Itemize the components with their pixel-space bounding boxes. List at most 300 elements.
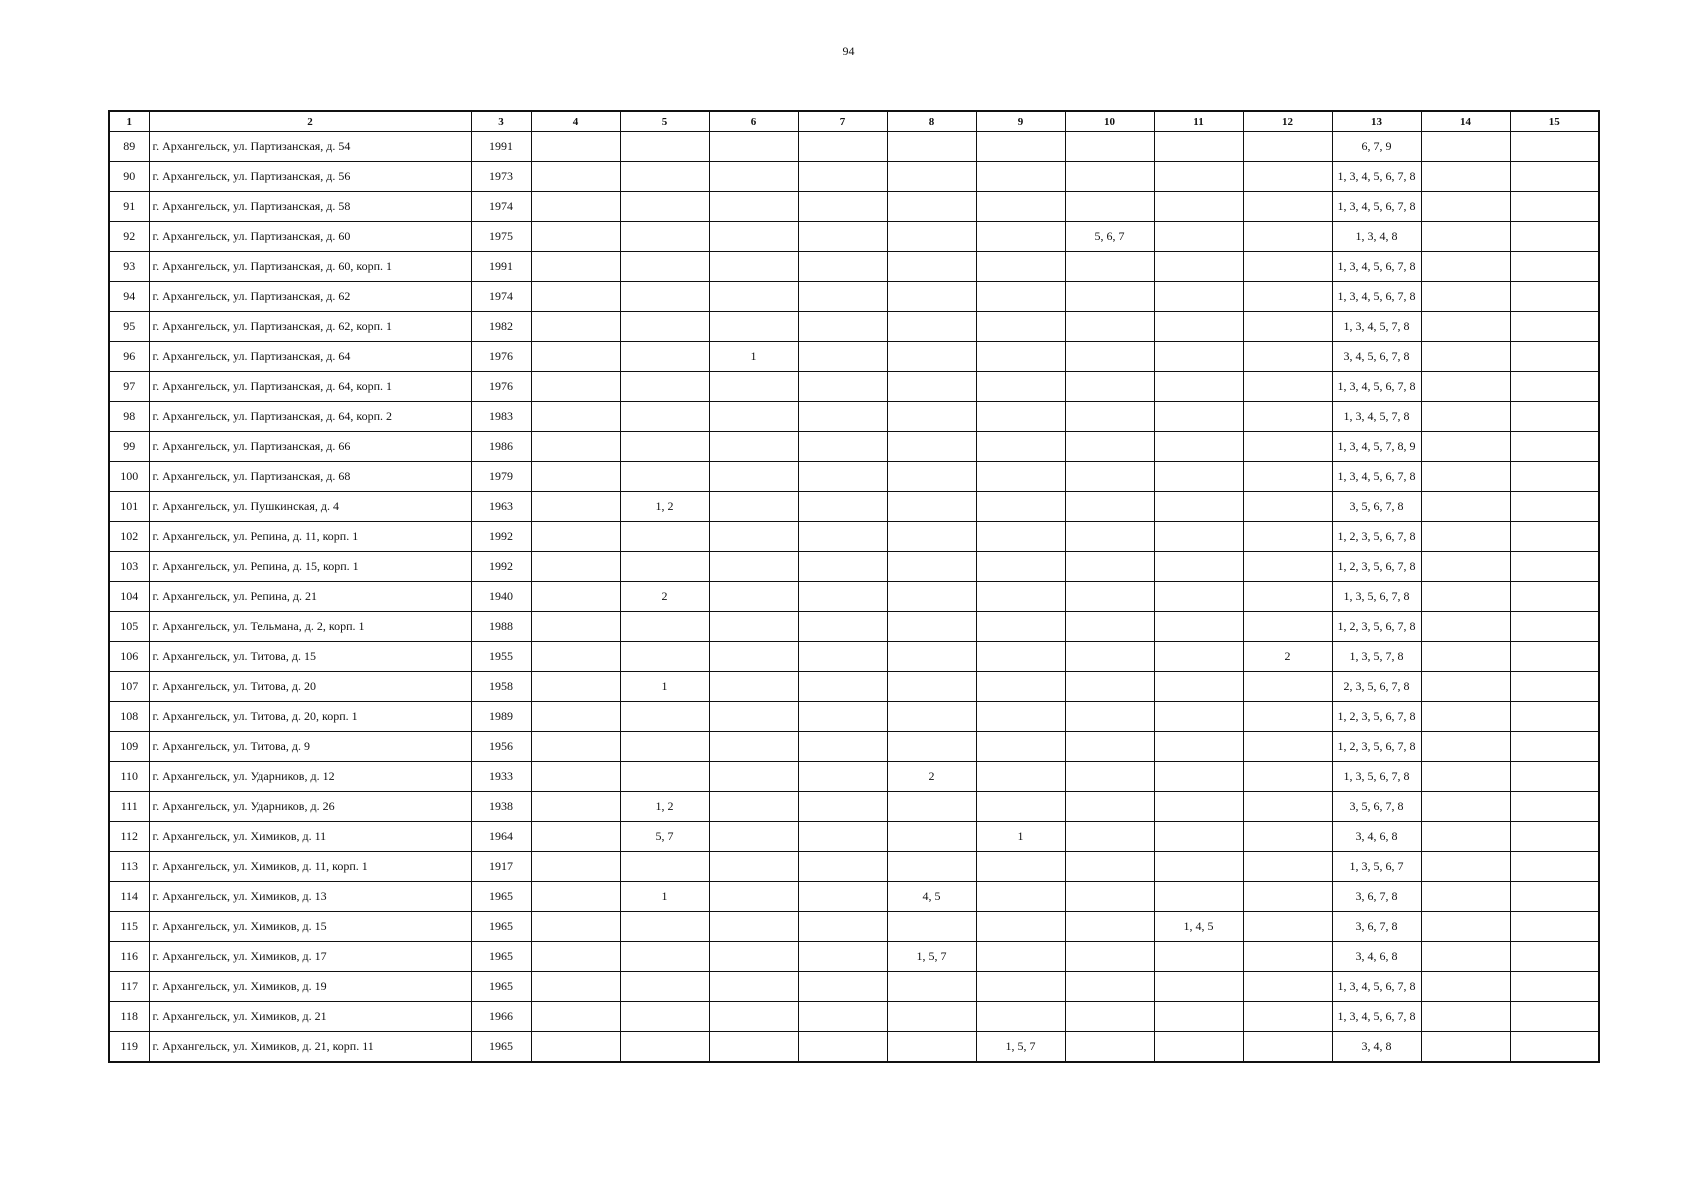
- table-cell: [1065, 912, 1154, 942]
- year-cell: 1974: [471, 282, 531, 312]
- address-cell: г. Архангельск, ул. Партизанская, д. 64, корп. 1: [149, 372, 471, 402]
- column-header-6: 6: [709, 111, 798, 132]
- table-cell: 5, 6, 7: [1065, 222, 1154, 252]
- column-header-5: 5: [620, 111, 709, 132]
- row-number-cell: 99: [109, 432, 149, 462]
- address-cell: г. Архангельск, ул. Партизанская, д. 64: [149, 342, 471, 372]
- table-cell: [887, 132, 976, 162]
- table-cell: [531, 252, 620, 282]
- table-cell: 1, 2, 3, 5, 6, 7, 8: [1332, 612, 1421, 642]
- table-cell: [709, 402, 798, 432]
- table-cell: [976, 342, 1065, 372]
- table-cell: [1421, 582, 1510, 612]
- table-cell: [709, 252, 798, 282]
- table-cell: [1065, 522, 1154, 552]
- table-cell: [1065, 432, 1154, 462]
- column-header-8: 8: [887, 111, 976, 132]
- table-cell: [1065, 882, 1154, 912]
- table-header-row: [109, 111, 1599, 132]
- address-cell: г. Архангельск, ул. Химиков, д. 13: [149, 882, 471, 912]
- table-cell: [1243, 1032, 1332, 1063]
- table-cell: [976, 462, 1065, 492]
- table-row: [109, 162, 1599, 192]
- table-cell: [1154, 642, 1243, 672]
- table-cell: [1510, 582, 1599, 612]
- table-cell: [887, 162, 976, 192]
- table-cell: [976, 252, 1065, 282]
- table-row: [109, 372, 1599, 402]
- table-row: [109, 852, 1599, 882]
- table-cell: [1154, 282, 1243, 312]
- table-cell: [1154, 192, 1243, 222]
- table-row: [109, 942, 1599, 972]
- address-cell: г. Архангельск, ул. Химиков, д. 11, корп. 1: [149, 852, 471, 882]
- table-cell: [1065, 792, 1154, 822]
- table-cell: [709, 942, 798, 972]
- table-cell: 1, 3, 4, 5, 6, 7, 8: [1332, 282, 1421, 312]
- table-cell: [798, 792, 887, 822]
- table-cell: [620, 162, 709, 192]
- column-header-13: 13: [1332, 111, 1421, 132]
- table-row: [109, 312, 1599, 342]
- table-cell: [1421, 402, 1510, 432]
- year-cell: 1979: [471, 462, 531, 492]
- year-cell: 1976: [471, 342, 531, 372]
- table-row: [109, 792, 1599, 822]
- table-cell: [709, 612, 798, 642]
- table-cell: [1421, 372, 1510, 402]
- table-cell: [620, 252, 709, 282]
- table-cell: [620, 1002, 709, 1032]
- table-cell: [531, 132, 620, 162]
- table-cell: [1154, 312, 1243, 342]
- row-number-cell: 95: [109, 312, 149, 342]
- address-cell: г. Архангельск, ул. Репина, д. 15, корп. 1: [149, 552, 471, 582]
- table-cell: [709, 282, 798, 312]
- table-cell: [1243, 882, 1332, 912]
- table-cell: [709, 552, 798, 582]
- table-cell: [531, 162, 620, 192]
- table-cell: [887, 492, 976, 522]
- table-cell: 1, 3, 5, 7, 8: [1332, 642, 1421, 672]
- table-cell: [887, 432, 976, 462]
- column-header-11: 11: [1154, 111, 1243, 132]
- table-cell: [1243, 222, 1332, 252]
- table-row: [109, 192, 1599, 222]
- table-cell: [531, 732, 620, 762]
- year-cell: 1974: [471, 192, 531, 222]
- table-cell: [798, 372, 887, 402]
- table-cell: 1: [709, 342, 798, 372]
- table-cell: 1, 3, 4, 5, 7, 8: [1332, 312, 1421, 342]
- table-row: [109, 282, 1599, 312]
- table-cell: 1, 3, 4, 5, 6, 7, 8: [1332, 972, 1421, 1002]
- table-cell: [1154, 552, 1243, 582]
- table-cell: 3, 4, 6, 8: [1332, 822, 1421, 852]
- table-cell: [1154, 702, 1243, 732]
- table-cell: [1065, 582, 1154, 612]
- table-cell: [976, 792, 1065, 822]
- table-cell: [1154, 792, 1243, 822]
- table-cell: [976, 432, 1065, 462]
- table-cell: [531, 672, 620, 702]
- row-number-cell: 97: [109, 372, 149, 402]
- table-cell: [1510, 402, 1599, 432]
- table-cell: [709, 582, 798, 612]
- table-cell: [1065, 672, 1154, 702]
- address-cell: г. Архангельск, ул. Титова, д. 15: [149, 642, 471, 672]
- address-cell: г. Архангельск, ул. Ударников, д. 26: [149, 792, 471, 822]
- table-cell: [1510, 732, 1599, 762]
- table-cell: [620, 342, 709, 372]
- table-cell: [1154, 822, 1243, 852]
- table-row: [109, 132, 1599, 162]
- row-number-cell: 104: [109, 582, 149, 612]
- table-cell: [1243, 822, 1332, 852]
- table-cell: [1154, 432, 1243, 462]
- table-cell: [1065, 972, 1154, 1002]
- table-cell: 1, 3, 4, 8: [1332, 222, 1421, 252]
- table-cell: [798, 822, 887, 852]
- table-cell: [1243, 252, 1332, 282]
- table-cell: [1065, 612, 1154, 642]
- table-cell: 1, 5, 7: [976, 1032, 1065, 1063]
- table-row: [109, 822, 1599, 852]
- table-cell: [798, 612, 887, 642]
- table-cell: [620, 852, 709, 882]
- table-cell: [1421, 732, 1510, 762]
- table-cell: [1243, 672, 1332, 702]
- table-cell: [620, 732, 709, 762]
- table-cell: [798, 522, 887, 552]
- table-cell: [1421, 252, 1510, 282]
- table-cell: [976, 552, 1065, 582]
- table-cell: [1510, 762, 1599, 792]
- table-cell: [620, 1032, 709, 1063]
- table-cell: [709, 372, 798, 402]
- table-cell: [531, 522, 620, 552]
- row-number-cell: 98: [109, 402, 149, 432]
- table-cell: [709, 852, 798, 882]
- table-body: [109, 132, 1599, 1063]
- table-cell: [976, 312, 1065, 342]
- table-cell: [798, 582, 887, 612]
- table-cell: [1510, 702, 1599, 732]
- row-number-cell: 96: [109, 342, 149, 372]
- table-cell: [887, 342, 976, 372]
- table-cell: 2, 3, 5, 6, 7, 8: [1332, 672, 1421, 702]
- table-cell: [1065, 132, 1154, 162]
- address-cell: г. Архангельск, ул. Тельмана, д. 2, корп. 1: [149, 612, 471, 642]
- table-cell: [531, 642, 620, 672]
- table-cell: [709, 912, 798, 942]
- year-cell: 1991: [471, 132, 531, 162]
- table-row: [109, 342, 1599, 372]
- table-cell: [1510, 372, 1599, 402]
- table-cell: [1154, 222, 1243, 252]
- row-number-cell: 92: [109, 222, 149, 252]
- table-row: [109, 402, 1599, 432]
- table-row: [109, 1002, 1599, 1032]
- table-cell: [1065, 252, 1154, 282]
- table-cell: [1510, 462, 1599, 492]
- table-cell: [887, 642, 976, 672]
- table-row: [109, 582, 1599, 612]
- table-cell: [798, 732, 887, 762]
- table-cell: 5, 7: [620, 822, 709, 852]
- row-number-cell: 93: [109, 252, 149, 282]
- table-row: [109, 492, 1599, 522]
- address-cell: г. Архангельск, ул. Партизанская, д. 64, корп. 2: [149, 402, 471, 432]
- table-cell: [1065, 162, 1154, 192]
- year-cell: 1986: [471, 432, 531, 462]
- table-cell: 1, 3, 5, 6, 7, 8: [1332, 762, 1421, 792]
- table-cell: [531, 972, 620, 1002]
- table-cell: [1154, 252, 1243, 282]
- table-row: [109, 732, 1599, 762]
- table-cell: [709, 522, 798, 552]
- table-cell: [709, 732, 798, 762]
- table-cell: [798, 852, 887, 882]
- table-cell: [798, 432, 887, 462]
- table-cell: [887, 822, 976, 852]
- table-cell: [887, 282, 976, 312]
- address-cell: г. Архангельск, ул. Химиков, д. 15: [149, 912, 471, 942]
- table-cell: 4, 5: [887, 882, 976, 912]
- table-cell: [887, 312, 976, 342]
- table-cell: 3, 4, 5, 6, 7, 8: [1332, 342, 1421, 372]
- table-cell: [1154, 462, 1243, 492]
- table-cell: 1, 3, 5, 6, 7: [1332, 852, 1421, 882]
- table-cell: [1421, 612, 1510, 642]
- table-cell: [1510, 552, 1599, 582]
- table-cell: 1, 2: [620, 792, 709, 822]
- table-row: [109, 552, 1599, 582]
- table-cell: [1154, 132, 1243, 162]
- table-cell: [1243, 1002, 1332, 1032]
- table-cell: [887, 702, 976, 732]
- table-cell: [531, 882, 620, 912]
- column-header-15: 15: [1510, 111, 1599, 132]
- table-cell: [709, 822, 798, 852]
- table-cell: [1065, 462, 1154, 492]
- row-number-cell: 90: [109, 162, 149, 192]
- table-cell: [1154, 582, 1243, 612]
- table-cell: [887, 612, 976, 642]
- year-cell: 1992: [471, 552, 531, 582]
- table-cell: [887, 852, 976, 882]
- table-cell: [1421, 552, 1510, 582]
- table-cell: [620, 402, 709, 432]
- table-cell: [531, 942, 620, 972]
- table-cell: [798, 132, 887, 162]
- table-cell: 1, 3, 4, 5, 6, 7, 8: [1332, 192, 1421, 222]
- table-cell: [976, 912, 1065, 942]
- table-cell: [1243, 372, 1332, 402]
- table-cell: [1510, 942, 1599, 972]
- address-cell: г. Архангельск, ул. Химиков, д. 21, корп. 11: [149, 1032, 471, 1063]
- table-cell: [620, 132, 709, 162]
- row-number-cell: 100: [109, 462, 149, 492]
- year-cell: 1965: [471, 942, 531, 972]
- table-cell: [1065, 1002, 1154, 1032]
- table-cell: 1, 3, 4, 5, 6, 7, 8: [1332, 1002, 1421, 1032]
- table-cell: [1065, 822, 1154, 852]
- table-cell: [1154, 882, 1243, 912]
- table-cell: [1510, 852, 1599, 882]
- table-cell: [1065, 732, 1154, 762]
- table-cell: [1421, 312, 1510, 342]
- row-number-cell: 89: [109, 132, 149, 162]
- table-cell: [1510, 912, 1599, 942]
- table-cell: [1510, 612, 1599, 642]
- table-row: [109, 1032, 1599, 1063]
- table-cell: [1510, 792, 1599, 822]
- table-cell: [1510, 432, 1599, 462]
- address-cell: г. Архангельск, ул. Партизанская, д. 60, корп. 1: [149, 252, 471, 282]
- table-cell: [531, 612, 620, 642]
- column-header-2: 2: [149, 111, 471, 132]
- table-cell: 1, 2, 3, 5, 6, 7, 8: [1332, 702, 1421, 732]
- row-number-cell: 103: [109, 552, 149, 582]
- row-number-cell: 91: [109, 192, 149, 222]
- column-header-3: 3: [471, 111, 531, 132]
- table-cell: [1065, 282, 1154, 312]
- table-cell: [709, 882, 798, 912]
- table-cell: [531, 762, 620, 792]
- table-cell: [798, 942, 887, 972]
- table-cell: [976, 132, 1065, 162]
- table-cell: [1154, 762, 1243, 792]
- table-cell: [1243, 282, 1332, 312]
- table-cell: 1, 2, 3, 5, 6, 7, 8: [1332, 552, 1421, 582]
- table-cell: [887, 222, 976, 252]
- table-cell: [1065, 762, 1154, 792]
- table-cell: [1154, 1002, 1243, 1032]
- table-cell: [976, 702, 1065, 732]
- table-cell: [1065, 642, 1154, 672]
- table-cell: [1421, 882, 1510, 912]
- table-cell: [798, 342, 887, 372]
- table-cell: [1421, 822, 1510, 852]
- table-cell: [887, 192, 976, 222]
- table-cell: [1421, 162, 1510, 192]
- table-cell: [620, 612, 709, 642]
- table-cell: [798, 552, 887, 582]
- table-cell: [1421, 222, 1510, 252]
- table-cell: [709, 492, 798, 522]
- table-cell: 2: [1243, 642, 1332, 672]
- table-cell: [887, 582, 976, 612]
- table-cell: [531, 552, 620, 582]
- table-cell: [1421, 282, 1510, 312]
- table-cell: [1243, 792, 1332, 822]
- table-cell: [1421, 492, 1510, 522]
- table-cell: [709, 672, 798, 702]
- table-cell: [976, 492, 1065, 522]
- address-cell: г. Архангельск, ул. Партизанская, д. 66: [149, 432, 471, 462]
- page-number: 94: [842, 44, 855, 58]
- table-cell: [1421, 462, 1510, 492]
- year-cell: 1964: [471, 822, 531, 852]
- table-cell: [1154, 972, 1243, 1002]
- table-cell: [798, 282, 887, 312]
- table-cell: [887, 672, 976, 702]
- table-cell: [620, 462, 709, 492]
- table-cell: [620, 972, 709, 1002]
- table-cell: [709, 192, 798, 222]
- table-cell: [709, 972, 798, 1002]
- row-number-cell: 107: [109, 672, 149, 702]
- table-cell: [531, 282, 620, 312]
- table-row: [109, 462, 1599, 492]
- table-row: [109, 222, 1599, 252]
- table-cell: [1243, 852, 1332, 882]
- table-cell: 1, 3, 4, 5, 6, 7, 8: [1332, 372, 1421, 402]
- table-cell: [1243, 732, 1332, 762]
- table-cell: [887, 972, 976, 1002]
- table-cell: [1154, 942, 1243, 972]
- table-cell: [620, 192, 709, 222]
- table-row: [109, 762, 1599, 792]
- table-cell: [976, 972, 1065, 1002]
- address-cell: г. Архангельск, ул. Химиков, д. 21: [149, 1002, 471, 1032]
- year-cell: 1983: [471, 402, 531, 432]
- table-row: [109, 912, 1599, 942]
- table-row: [109, 252, 1599, 282]
- table-cell: 1: [976, 822, 1065, 852]
- table-row: [109, 672, 1599, 702]
- table-cell: 2: [620, 582, 709, 612]
- address-cell: г. Архангельск, ул. Титова, д. 9: [149, 732, 471, 762]
- table-cell: [531, 192, 620, 222]
- table-cell: [1421, 342, 1510, 372]
- year-cell: 1992: [471, 522, 531, 552]
- table-cell: [709, 432, 798, 462]
- table-cell: 6, 7, 9: [1332, 132, 1421, 162]
- table-row: [109, 702, 1599, 732]
- table-cell: [1243, 972, 1332, 1002]
- column-header-1: 1: [109, 111, 149, 132]
- table-cell: 1, 2, 3, 5, 6, 7, 8: [1332, 732, 1421, 762]
- year-cell: 1982: [471, 312, 531, 342]
- table-cell: [976, 162, 1065, 192]
- table-cell: [1510, 642, 1599, 672]
- year-cell: 1976: [471, 372, 531, 402]
- table-cell: [1154, 732, 1243, 762]
- table-cell: [887, 792, 976, 822]
- table-cell: [1421, 942, 1510, 972]
- table-row: [109, 642, 1599, 672]
- table-cell: 1, 3, 4, 5, 6, 7, 8: [1332, 252, 1421, 282]
- table-cell: [1065, 492, 1154, 522]
- table-cell: [976, 1002, 1065, 1032]
- year-cell: 1955: [471, 642, 531, 672]
- table-cell: [1065, 1032, 1154, 1063]
- table-cell: [798, 162, 887, 192]
- year-cell: 1966: [471, 1002, 531, 1032]
- year-cell: 1938: [471, 792, 531, 822]
- table-cell: [976, 522, 1065, 552]
- table-cell: [709, 1002, 798, 1032]
- table-cell: [798, 912, 887, 942]
- address-cell: г. Архангельск, ул. Партизанская, д. 54: [149, 132, 471, 162]
- table-cell: [531, 402, 620, 432]
- table-cell: [798, 312, 887, 342]
- table-cell: [1421, 192, 1510, 222]
- table-row: [109, 432, 1599, 462]
- address-cell: г. Архангельск, ул. Химиков, д. 11: [149, 822, 471, 852]
